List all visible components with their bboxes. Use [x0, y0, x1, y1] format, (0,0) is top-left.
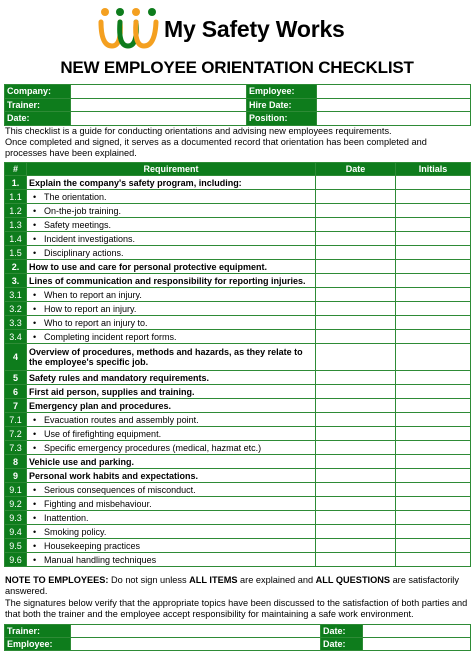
signature-row	[5, 638, 471, 651]
requirement-text: Disciplinary actions.	[44, 247, 124, 258]
table-header-row	[5, 163, 471, 176]
checklist-row	[5, 288, 471, 302]
field-input[interactable]	[317, 98, 471, 112]
initials-cell[interactable]	[396, 511, 471, 525]
item-number: 9.5	[5, 539, 27, 553]
requirement-cell	[27, 553, 316, 567]
bullet-icon: •	[33, 540, 37, 551]
checklist-row	[5, 190, 471, 204]
field-input[interactable]	[317, 112, 471, 126]
field-input[interactable]	[71, 98, 247, 112]
requirement-cell	[27, 190, 316, 204]
date-cell[interactable]	[316, 539, 396, 553]
requirement-text: Inattention.	[44, 512, 89, 523]
date-cell[interactable]	[316, 385, 396, 399]
brand-logo-icon	[98, 4, 160, 54]
item-number: 1.5	[5, 246, 27, 260]
checklist-row	[5, 427, 471, 441]
column-header-num: #	[5, 163, 27, 176]
item-number: 9.6	[5, 553, 27, 567]
bullet-icon: •	[33, 303, 37, 314]
checklist-row	[5, 246, 471, 260]
date-cell[interactable]	[316, 246, 396, 260]
date-cell[interactable]	[316, 190, 396, 204]
item-number: 7.1	[5, 413, 27, 427]
field-label: Date:	[321, 625, 363, 638]
requirement-cell	[27, 385, 316, 399]
column-header-date: Date	[316, 163, 396, 176]
date-cell[interactable]	[316, 553, 396, 567]
employee-info-table	[4, 84, 471, 126]
initials-cell[interactable]	[396, 413, 471, 427]
initials-cell[interactable]	[396, 246, 471, 260]
requirement-text: Lines of communication and responsibility for reporting injuries.	[29, 275, 306, 286]
item-number: 1.	[5, 176, 27, 190]
item-number: 1.1	[5, 190, 27, 204]
item-number: 7.2	[5, 427, 27, 441]
initials-cell[interactable]	[396, 176, 471, 190]
requirement-text: The orientation.	[44, 191, 107, 202]
checklist-row	[5, 204, 471, 218]
date-cell[interactable]	[316, 274, 396, 288]
requirement-text: First aid person, supplies and training.	[29, 386, 195, 397]
signature-input[interactable]	[71, 638, 321, 651]
date-input[interactable]	[363, 638, 471, 651]
date-cell[interactable]	[316, 441, 396, 455]
requirement-cell	[27, 427, 316, 441]
info-row	[5, 85, 471, 99]
signature-row	[5, 625, 471, 638]
checklist-row	[5, 316, 471, 330]
item-number: 3.4	[5, 330, 27, 344]
date-cell[interactable]	[316, 371, 396, 385]
initials-cell[interactable]	[396, 427, 471, 441]
item-number: 3.3	[5, 316, 27, 330]
field-label: Trainer:	[5, 625, 71, 638]
checklist-row	[5, 483, 471, 497]
initials-cell[interactable]	[396, 441, 471, 455]
initials-cell[interactable]	[396, 525, 471, 539]
requirement-cell	[27, 274, 316, 288]
date-cell[interactable]	[316, 344, 396, 371]
initials-cell[interactable]	[396, 302, 471, 316]
checklist-row	[5, 232, 471, 246]
signature-table	[4, 624, 471, 651]
requirement-cell	[27, 455, 316, 469]
checklist-row	[5, 399, 471, 413]
date-cell[interactable]	[316, 232, 396, 246]
initials-cell[interactable]	[396, 204, 471, 218]
checklist-row	[5, 539, 471, 553]
checklist-row	[5, 371, 471, 385]
date-cell[interactable]	[316, 399, 396, 413]
item-number: 4	[5, 344, 27, 371]
initials-cell[interactable]	[396, 232, 471, 246]
checklist-row	[5, 385, 471, 399]
note-text: are explained and	[237, 575, 316, 585]
date-cell[interactable]	[316, 413, 396, 427]
bullet-icon: •	[33, 317, 37, 328]
field-label: Trainer:	[5, 98, 71, 112]
requirement-cell	[27, 176, 316, 190]
checklist-row	[5, 413, 471, 427]
requirement-cell	[27, 413, 316, 427]
signature-statement: The signatures below verify that the appropriate topics have been discussed to the satisfaction of both parties and that both the trainer and the employee accept responsibility for maintaining a safe work environment.	[5, 598, 468, 619]
item-number: 7	[5, 399, 27, 413]
requirement-cell	[27, 525, 316, 539]
item-number: 6	[5, 385, 27, 399]
requirement-cell	[27, 316, 316, 330]
bullet-icon: •	[33, 414, 37, 425]
field-label: Position:	[247, 112, 317, 126]
bullet-icon: •	[33, 428, 37, 439]
requirement-text: Safety meetings.	[44, 219, 112, 230]
field-label: Date:	[321, 638, 363, 651]
checklist-row	[5, 302, 471, 316]
field-label: Company:	[5, 85, 71, 99]
initials-cell[interactable]	[396, 371, 471, 385]
field-label: Employee:	[247, 85, 317, 99]
requirement-text: Emergency plan and procedures.	[29, 400, 172, 411]
note-emphasis: ALL ITEMS	[189, 575, 238, 585]
date-cell[interactable]	[316, 330, 396, 344]
item-number: 9.1	[5, 483, 27, 497]
requirement-text: Safety rules and mandatory requirements.	[29, 372, 210, 383]
date-cell[interactable]	[316, 469, 396, 483]
requirement-cell	[27, 497, 316, 511]
bullet-icon: •	[33, 233, 37, 244]
requirement-cell	[27, 246, 316, 260]
intro-paragraph: Once completed and signed, it serves as a documented record that orientation has been completed and processes have been explained.	[5, 137, 427, 158]
requirement-cell	[27, 539, 316, 553]
checklist-row	[5, 469, 471, 483]
bullet-icon: •	[33, 554, 37, 565]
initials-cell[interactable]	[396, 190, 471, 204]
date-cell[interactable]	[316, 511, 396, 525]
bullet-icon: •	[33, 247, 37, 258]
requirement-cell	[27, 399, 316, 413]
item-number: 8	[5, 455, 27, 469]
checklist-row	[5, 330, 471, 344]
field-input[interactable]	[317, 85, 471, 99]
initials-cell[interactable]	[396, 553, 471, 567]
date-cell[interactable]	[316, 316, 396, 330]
initials-cell[interactable]	[396, 399, 471, 413]
date-cell[interactable]	[316, 302, 396, 316]
column-header-initials: Initials	[396, 163, 471, 176]
note-text: are satisfactorily answered.	[5, 575, 459, 596]
intro-paragraph: This checklist is a guide for conducting orientations and advising new employees requirements.	[5, 126, 392, 136]
initials-cell[interactable]	[396, 344, 471, 371]
item-number: 1.4	[5, 232, 27, 246]
requirement-cell	[27, 204, 316, 218]
bullet-icon: •	[33, 484, 37, 495]
requirement-cell	[27, 441, 316, 455]
checklist-row	[5, 497, 471, 511]
item-number: 5	[5, 371, 27, 385]
date-cell[interactable]	[316, 483, 396, 497]
initials-cell[interactable]	[396, 330, 471, 344]
requirement-cell	[27, 511, 316, 525]
bullet-icon: •	[33, 191, 37, 202]
item-number: 1.3	[5, 218, 27, 232]
requirement-text: Who to report an injury to.	[44, 317, 148, 328]
initials-cell[interactable]	[396, 274, 471, 288]
requirement-text: Vehicle use and parking.	[29, 456, 135, 467]
field-label: Employee:	[5, 638, 71, 651]
initials-cell[interactable]	[396, 455, 471, 469]
requirement-text: Fighting and misbehaviour.	[44, 498, 152, 509]
requirement-cell	[27, 344, 316, 371]
bullet-icon: •	[33, 526, 37, 537]
initials-cell[interactable]	[396, 260, 471, 274]
header	[0, 0, 474, 58]
checklist-row	[5, 441, 471, 455]
field-input[interactable]	[71, 112, 247, 126]
date-input[interactable]	[363, 625, 471, 638]
requirement-cell	[27, 288, 316, 302]
item-number: 1.2	[5, 204, 27, 218]
item-number: 9.4	[5, 525, 27, 539]
brand-name: My Safety Works	[164, 16, 345, 42]
initials-cell[interactable]	[396, 316, 471, 330]
bullet-icon: •	[33, 442, 37, 453]
requirement-cell	[27, 483, 316, 497]
requirement-cell	[27, 302, 316, 316]
requirement-cell	[27, 330, 316, 344]
date-cell[interactable]	[316, 427, 396, 441]
item-number: 9.3	[5, 511, 27, 525]
checklist-row	[5, 176, 471, 190]
page-title: NEW EMPLOYEE ORIENTATION CHECKLIST	[60, 58, 414, 77]
field-input[interactable]	[71, 85, 247, 99]
signature-input[interactable]	[71, 625, 321, 638]
requirement-text: Manual handling techniques	[44, 554, 157, 565]
item-number: 3.1	[5, 288, 27, 302]
bullet-icon: •	[33, 512, 37, 523]
checklist-row	[5, 455, 471, 469]
requirement-text: Use of firefighting equipment.	[44, 428, 162, 439]
initials-cell[interactable]	[396, 483, 471, 497]
requirement-cell	[27, 371, 316, 385]
bullet-icon: •	[33, 331, 37, 342]
bullet-icon: •	[33, 205, 37, 216]
note-heading: NOTE TO EMPLOYEES:	[5, 575, 109, 585]
initials-cell[interactable]	[396, 385, 471, 399]
bullet-icon: •	[33, 219, 37, 230]
requirement-text: How to report an injury.	[44, 303, 137, 314]
requirement-text: Evacuation routes and assembly point.	[44, 414, 199, 425]
requirement-cell	[27, 218, 316, 232]
checklist-row	[5, 344, 471, 371]
item-number: 3.	[5, 274, 27, 288]
info-row	[5, 112, 471, 126]
note-emphasis: ALL QUESTIONS	[315, 575, 391, 585]
requirement-cell	[27, 260, 316, 274]
checklist-row	[5, 274, 471, 288]
checklist-row	[5, 511, 471, 525]
initials-cell[interactable]	[396, 288, 471, 302]
date-cell[interactable]	[316, 176, 396, 190]
date-cell[interactable]	[316, 525, 396, 539]
item-number: 7.3	[5, 441, 27, 455]
requirement-text: Serious consequences of misconduct.	[44, 484, 196, 495]
initials-cell[interactable]	[396, 469, 471, 483]
requirement-cell	[27, 232, 316, 246]
date-cell[interactable]	[316, 218, 396, 232]
requirement-text: Incident investigations.	[44, 233, 136, 244]
date-cell[interactable]	[316, 497, 396, 511]
requirement-text: On-the-job training.	[44, 205, 122, 216]
date-cell[interactable]	[316, 288, 396, 302]
note-paragraph	[5, 575, 469, 597]
initials-cell[interactable]	[396, 539, 471, 553]
requirements-table	[4, 162, 471, 567]
checklist-row	[5, 218, 471, 232]
column-header-requirement: Requirement	[27, 163, 316, 176]
initials-cell[interactable]	[396, 497, 471, 511]
field-label: Date:	[5, 112, 71, 126]
requirement-text: When to report an injury.	[44, 289, 142, 300]
requirement-text: Specific emergency procedures (medical, hazmat etc.)	[44, 442, 262, 453]
note-to-employees	[5, 575, 469, 620]
intro-text	[5, 126, 469, 159]
requirement-text: Smoking policy.	[44, 526, 107, 537]
bullet-icon: •	[33, 498, 37, 509]
date-cell[interactable]	[316, 204, 396, 218]
requirement-text: How to use and care for personal protective equipment.	[29, 261, 268, 272]
requirement-text: Explain the company's safety program, including:	[29, 177, 242, 188]
initials-cell[interactable]	[396, 218, 471, 232]
requirement-text: Overview of procedures, methods and hazards, as they relate to the employee's specific job.	[29, 347, 303, 367]
requirement-text: Housekeeping practices	[44, 540, 141, 551]
date-cell[interactable]	[316, 260, 396, 274]
item-number: 9	[5, 469, 27, 483]
date-cell[interactable]	[316, 455, 396, 469]
field-label: Hire Date:	[247, 98, 317, 112]
requirement-cell	[27, 469, 316, 483]
info-row	[5, 98, 471, 112]
checklist-row	[5, 525, 471, 539]
checklist-row	[5, 553, 471, 567]
item-number: 9.2	[5, 497, 27, 511]
checklist-row	[5, 260, 471, 274]
note-text: Do not sign unless	[108, 575, 190, 585]
requirement-text: Personal work habits and expectations.	[29, 470, 199, 481]
item-number: 2.	[5, 260, 27, 274]
requirement-text: Completing incident report forms.	[44, 331, 177, 342]
bullet-icon: •	[33, 289, 37, 300]
item-number: 3.2	[5, 302, 27, 316]
